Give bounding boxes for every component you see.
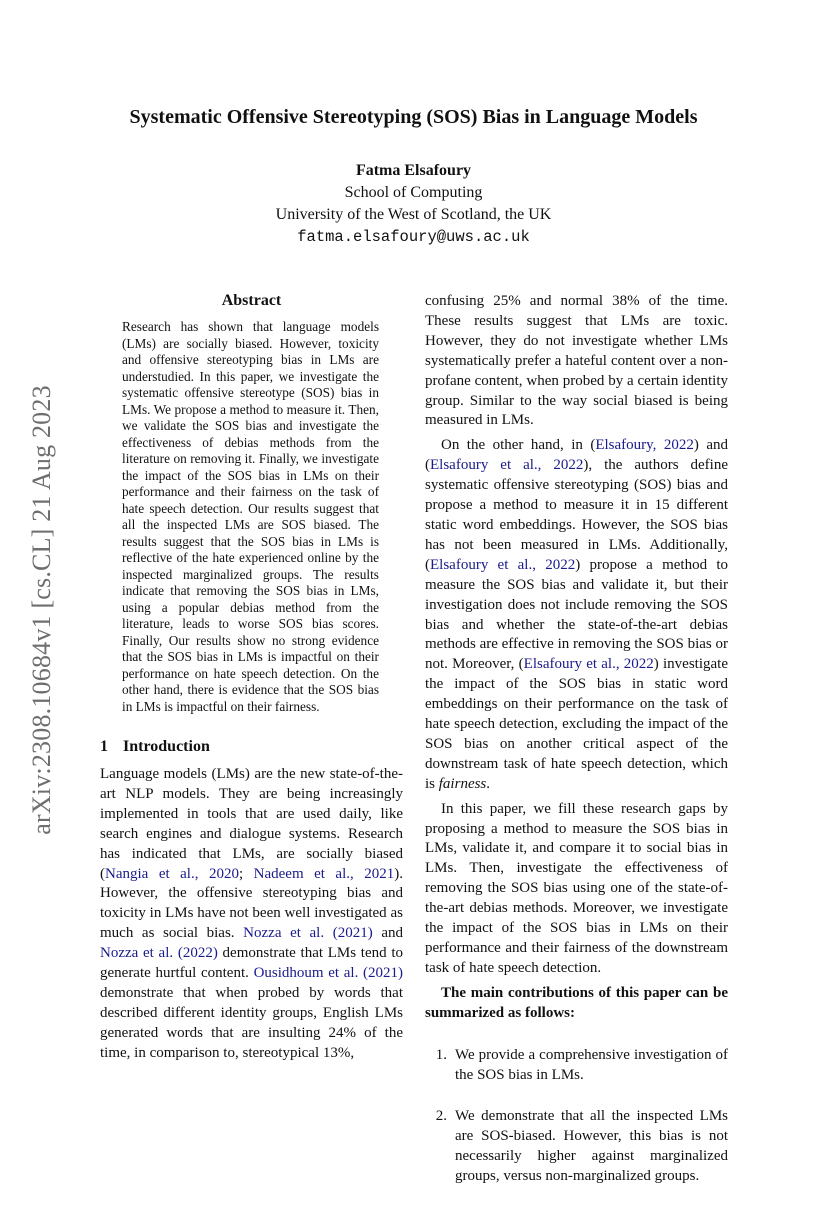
arxiv-id-text: arXiv:2308.10684v1 [cs.CL] 21 Aug 2023 — [27, 385, 56, 835]
list-item-text: We demonstrate that all the inspected LMs are SOS-biased. However, this bias is not necessarily higher against marginalized groups, versus non-marginalized groups. — [455, 1108, 728, 1185]
arxiv-sidebar-identifier — [22, 330, 62, 890]
paragraph-text: demonstrate that LMs tend to generate hurtful content. — [100, 945, 403, 982]
left-column — [100, 292, 403, 1064]
abstract-text: Research has shown that language models (LMs) are socially biased. However, toxicity and offensive stereotyping bias in LMs are understudied. In this paper, we investigate the systematic offensive stereotype (SOS) bias in LMs. We propose a method to measure it. Then, we validate the SOS bias and investigate the effectiveness of debias methods from the literature on removing it. Finally, we investigate the impact of the SOS bias in LMs on their performance and their fairness on the task of hate speech detection. Our results suggest that all the inspected LMs are SOS biased. The results suggest that the SOS bias in LMs is reflective of the hate experienced online by the inspected marginalized groups. The results indicate that removing the SOS bias in LMs, using a popular debias method from the literature, leads to worse SOS bias scores. Finally, Our results show no strong evidence that the SOS bias in LMs is impactful on their performance on hate speech detection. On the other hand, there is evidence that the SOS bias in LMs is impactful on their fairness. — [122, 319, 379, 714]
author-affiliation-school: School of Computing — [344, 184, 483, 201]
citation-link[interactable]: Elsafoury et al., 2022 — [430, 556, 576, 573]
contributions-lead: The main contributions of this paper can be summarized as follows: — [425, 984, 728, 1021]
paragraph-text: ), the authors define systematic offensive stereotyping (SOS) bias and propose a method to measure it in 15 different static word embeddings. However, the SOS bias has not been measured in LMs. Additionally, ( — [425, 457, 728, 573]
section-number: 1 — [100, 738, 108, 755]
intro-paragraph-2 — [425, 436, 728, 794]
paragraph-text: and — [372, 925, 403, 942]
intro-paragraph-1-continued: confusing 25% and normal 38% of the time. These results suggest that LMs are toxic. However, they do not investigate whether LMs systematically prefer a hateful content over a non-profane content, when probed by a certain identity group. Similar to the way social biased is being measured in LMs. — [425, 293, 728, 429]
list-marker: 2. — [435, 1108, 447, 1125]
paper-title: Systematic Offensive Stereotyping (SOS) Bias in Language Models — [129, 106, 698, 128]
paragraph-text: . — [486, 775, 491, 792]
paragraph-text: demonstrate that when probed by words that described different identity groups, English LMs generated words that are insulting 24% of the time, in comparison to, stereotypical 13%, — [100, 984, 403, 1061]
citation-link[interactable]: Nozza et al. (2022) — [100, 945, 218, 962]
right-column — [425, 292, 728, 1209]
author-block — [0, 160, 827, 248]
intro-paragraph-1 — [100, 765, 403, 1064]
list-item-text: We provide a comprehensive investigation of the SOS bias in LMs. — [455, 1046, 728, 1083]
section-title: Introduction — [123, 738, 210, 755]
citation-link[interactable]: Ousidhoum et al. (2021) — [253, 965, 403, 982]
intro-paragraph-3: In this paper, we fill these research gaps by proposing a method to measure the SOS bias in LMs, validate it, and compare it to social bias in LMs. Then, investigate the effectiveness of removing the SOS bias using one of the state-of-the-art debias methods. Moreover, we investigate the impact of the SOS bias in LMs on their performance and their fairness of the downstream task of hate speech detection. — [425, 800, 728, 976]
emphasis-text: fairness — [438, 775, 487, 792]
section-heading-introduction — [100, 738, 403, 756]
list-item — [425, 1046, 728, 1086]
paragraph-text: ). However, the offensive stereotyping bias and toxicity in LMs have not been well investigated as much as social bias. — [100, 865, 404, 942]
paragraph-text: ) investigate the impact of the SOS bias in static word embeddings on their performance on the task of hate speech detection, excluding the impact of the SOS bias on another critical aspect of the downstream task of hate speech detection, which is — [425, 656, 728, 792]
paragraph-text: Language models (LMs) are the new state-of-the-art NLP models. They are being increasingly implemented in tools that are used daily, like search engines and dialogue systems. Research has indicated that LMs, are socially biased ( — [100, 766, 403, 882]
list-marker: 1. — [435, 1046, 447, 1063]
paragraph-text: ) and ( — [425, 437, 728, 474]
citation-link[interactable]: Nozza et al. (2021) — [243, 925, 373, 942]
citation-link[interactable]: Nangia et al., 2020 — [105, 865, 239, 882]
author-email: fatma.elsafoury@uws.ac.uk — [297, 228, 530, 246]
citation-link[interactable]: Elsafoury et al., 2022 — [430, 457, 584, 474]
author-name: Fatma Elsafoury — [355, 162, 472, 179]
contributions-list — [425, 1046, 728, 1187]
abstract-heading: Abstract — [221, 292, 282, 309]
citation-link[interactable]: Elsafoury et al., 2022 — [523, 656, 654, 673]
paragraph-text: ; — [238, 865, 254, 882]
citation-link[interactable]: Elsafoury, 2022 — [595, 437, 694, 454]
author-affiliation-university: University of the West of Scotland, the UK — [275, 206, 552, 223]
paragraph-text: On the other hand, in ( — [441, 437, 596, 454]
citation-link[interactable]: Nadeem et al., 2021 — [253, 865, 395, 882]
list-item — [425, 1107, 728, 1187]
paragraph-text: ) propose a method to measure the SOS bias and validate it, but their investigation does not include removing the SOS bias and whether the state-of-the-art debias methods are effective in removing the SOS bias or not. Moreover, ( — [425, 556, 728, 673]
